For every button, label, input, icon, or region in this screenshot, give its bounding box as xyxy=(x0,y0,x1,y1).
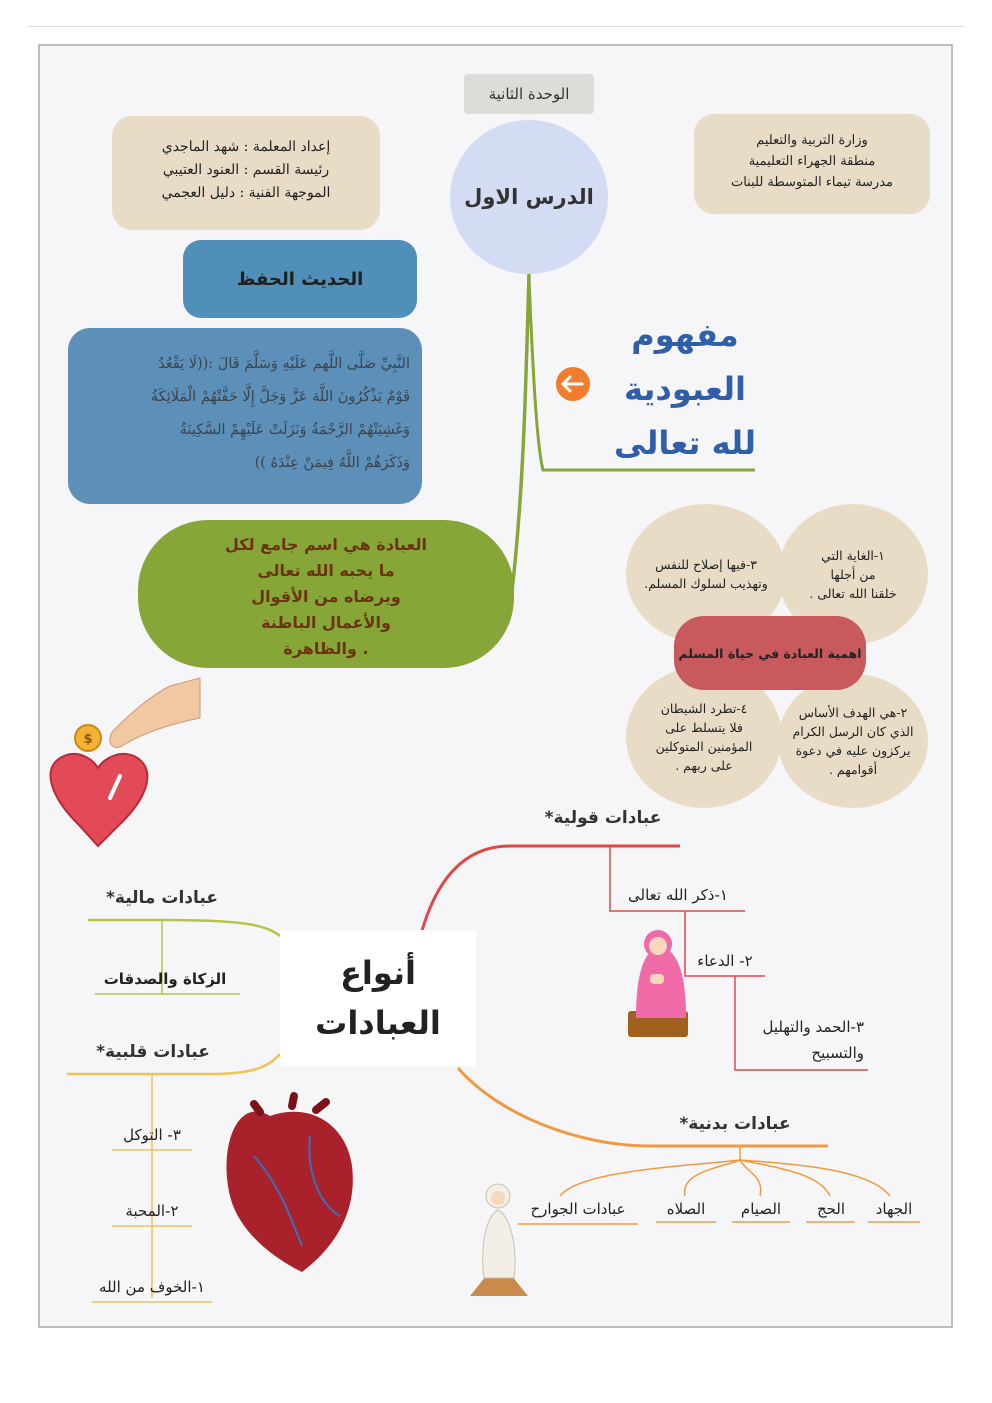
types-title-line: أنواع xyxy=(340,954,416,992)
importance-text: على ربهم . xyxy=(675,758,733,773)
importance-text: المؤمنين المتوكلين xyxy=(655,739,753,754)
heart-item: ١-الخوف من الله xyxy=(99,1278,205,1296)
hand-coin-heart-icon xyxy=(50,678,200,846)
lesson-title: الدرس الاول xyxy=(464,185,594,209)
definition-line: ويرضاه من الأقوال xyxy=(251,587,401,606)
mind-map-page xyxy=(38,44,953,1328)
importance-text: يركزون عليه في دعوة xyxy=(795,743,911,758)
importance-text: فلا يتسلط على xyxy=(665,720,743,735)
definition-line: العبادة هي اسم جامع لكل xyxy=(224,535,427,554)
definition-box xyxy=(138,520,514,668)
importance-text: وتهذيب لسلوك المسلم. xyxy=(644,576,768,591)
physical-item: عبادات الجوارح xyxy=(530,1200,626,1218)
physical-item: الحج xyxy=(816,1200,846,1218)
hadith-line: قَوْمٌ يَذْكُرُونَ اللَّهَ عَزَّ وَجَلَّ إِلَّا حَفَّتْهُمْ الْمَلَائِكَةُ xyxy=(150,389,410,405)
definition-line: . والظاهرة xyxy=(283,639,369,658)
physical-item: الجهاد xyxy=(875,1200,913,1218)
credit-line: رئيسة القسم : العنود العتيبي xyxy=(162,162,330,178)
heart-item: ٣- التوكل xyxy=(123,1126,181,1144)
school-info-box xyxy=(694,114,930,214)
types-central-node[interactable] xyxy=(280,930,476,1066)
hadith-title: الحديث الحفظ xyxy=(236,268,364,290)
verbal-item: والتسبيح xyxy=(811,1044,864,1062)
importance-text: أقوامهم . xyxy=(828,762,878,777)
definition-line: والأعمال الباطنة xyxy=(261,613,391,632)
anatomical-heart-icon xyxy=(226,1096,352,1272)
importance-center[interactable] xyxy=(674,616,866,690)
concept-line: لله تعالى xyxy=(613,424,757,462)
verbal-item: ٢- الدعاء xyxy=(697,952,753,970)
importance-text: الذي كان الرسل الكرام xyxy=(792,724,914,739)
unit-label: الوحدة الثانية xyxy=(464,74,594,114)
hadith-text-box xyxy=(68,328,422,504)
importance-text: ٤-تطرد الشيطان xyxy=(660,701,748,716)
top-rule xyxy=(28,26,964,27)
importance-point-2 xyxy=(778,674,928,808)
heart-worship-title[interactable]: عبادات قلبية* xyxy=(96,1042,210,1062)
school-line: مدرسة تيماء المتوسطة للبنات xyxy=(730,175,894,190)
concept-line: العبودية xyxy=(623,370,746,408)
physical-worship-title[interactable]: عبادات بدنية* xyxy=(679,1114,791,1134)
svg-text:$: $ xyxy=(83,732,93,747)
physical-item: الصيام xyxy=(740,1200,782,1218)
verbal-item: ١-ذكر الله تعالى xyxy=(628,886,728,904)
credit-line: إعداد المعلمة : شهد الماجدي xyxy=(161,139,331,155)
importance-text: ١-الغاية التي xyxy=(821,547,885,563)
definition-line: ما يحبه الله تعالى xyxy=(257,561,395,580)
importance-text: ٢-هي الهدف الأساس xyxy=(798,705,908,720)
school-line: منطقة الجهراء التعليمية xyxy=(748,154,876,169)
concept-title xyxy=(595,308,775,470)
hadith-title-box[interactable] xyxy=(183,240,417,318)
concept-line: مفهوم xyxy=(631,316,739,354)
hadith-line: وَذَكَرَهُمْ اللَّهُ فِيمَنْ عِنْدَهُ )) xyxy=(254,455,410,471)
financial-item: الزكاة والصدقات xyxy=(103,970,227,988)
heart-item: ٢-المحبة xyxy=(125,1202,179,1220)
types-title-line: العبادات xyxy=(315,1004,441,1042)
importance-title: اهمية العبادة في حياة المسلم xyxy=(678,645,862,661)
arrow-left-icon xyxy=(556,367,590,401)
verbal-item: ٣-الحمد والتهليل xyxy=(762,1018,864,1036)
credit-line: الموجهة الفنية : دليل العجمي xyxy=(161,185,331,201)
credits-box xyxy=(112,116,380,230)
importance-text: خلقنا الله تعالى . xyxy=(809,585,897,601)
importance-text: ٣-فيها إصلاح للنفس xyxy=(655,557,757,572)
verbal-worship-title[interactable]: عبادات قولية* xyxy=(544,808,662,828)
importance-text: من أجلها xyxy=(830,566,876,582)
hadith-line: النَّبِيِّ صَلَّى اللَّهم عَلَيْهِ وَسَلَّمَ قَالَ :((لَا يَقْعُدُ xyxy=(158,356,410,372)
physical-item: الصلاه xyxy=(666,1200,706,1218)
lesson-circle[interactable] xyxy=(450,120,608,274)
girl-praying-icon xyxy=(628,930,688,1037)
school-line: وزارة التربية والتعليم xyxy=(756,133,868,148)
hadith-line: وَغَشِيَتْهُمْ الرَّحْمَةُ وَنَزَلَتْ عَلَيْهِمْ السَّكِينَةُ xyxy=(179,422,410,438)
financial-worship-title[interactable]: عبادات مالية* xyxy=(106,888,218,908)
